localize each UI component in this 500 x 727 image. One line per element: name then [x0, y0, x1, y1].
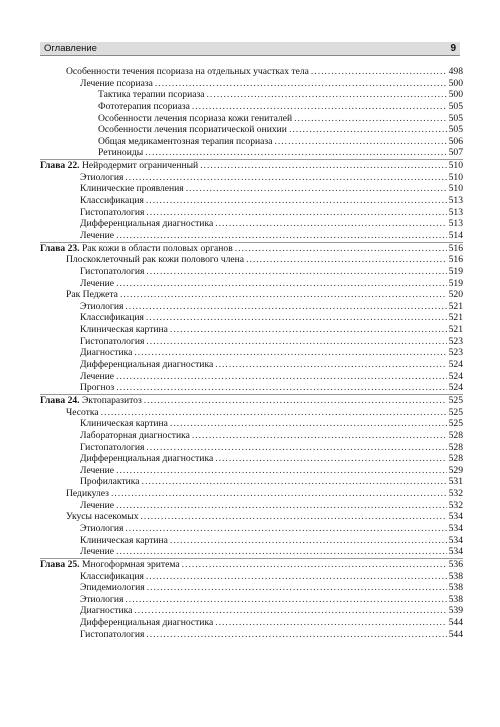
- toc-page-number: 500: [448, 77, 463, 89]
- toc-page-number: 539: [448, 605, 463, 617]
- toc-entry[interactable]: [40, 289, 463, 301]
- dot-leader: [116, 382, 446, 394]
- toc-entry[interactable]: [40, 254, 463, 266]
- toc-entry-title: Эпидемиология: [80, 582, 145, 594]
- toc-page-number: 528: [448, 441, 463, 453]
- toc-page-number: 524: [448, 370, 463, 382]
- dot-leader: [294, 113, 446, 125]
- toc-page-number: 534: [448, 522, 463, 534]
- toc-entry[interactable]: [40, 407, 463, 419]
- toc-entry[interactable]: [40, 582, 463, 594]
- toc-page-number: 521: [448, 324, 463, 336]
- dot-leader: [125, 301, 446, 313]
- toc-entry[interactable]: [40, 324, 463, 336]
- toc-entry-title: Прогноз: [80, 382, 115, 394]
- dot-leader: [146, 629, 446, 641]
- toc-entry-title: Гистопатология: [80, 335, 145, 347]
- toc-entry[interactable]: [40, 511, 463, 523]
- toc-entry[interactable]: [40, 78, 463, 90]
- toc-page-number: 538: [448, 570, 463, 582]
- toc-page-number: 538: [448, 593, 463, 605]
- dot-leader: [116, 278, 447, 290]
- dot-leader: [192, 101, 447, 113]
- toc-page-number: 525: [448, 406, 463, 418]
- toc-entry-title: Особенности лечения псориатической онихии: [98, 124, 287, 136]
- toc-entry-title: Гистопатология: [80, 265, 145, 277]
- toc-entry[interactable]: [40, 278, 463, 290]
- dot-leader: [111, 488, 447, 500]
- toc-page-number: 521: [448, 312, 463, 324]
- toc-entry-title: Укусы насекомых: [66, 511, 139, 523]
- toc-entry-title: Дифференциальная диагностика: [80, 617, 214, 629]
- toc-page-number: 544: [448, 628, 463, 640]
- dot-leader: [146, 442, 446, 454]
- dot-leader: [311, 66, 447, 78]
- dot-leader: [215, 359, 446, 371]
- dot-leader: [235, 243, 447, 255]
- toc-entry[interactable]: [40, 183, 463, 195]
- toc-page-number: 505: [448, 124, 463, 136]
- toc-entry[interactable]: [40, 301, 463, 313]
- dot-leader: [146, 336, 446, 348]
- toc-entry[interactable]: [40, 147, 463, 159]
- toc-page-number: 500: [448, 89, 463, 101]
- chapter-title: Рак кожи в области половых органов: [79, 242, 233, 254]
- toc-entry-title: Профилактика: [80, 476, 140, 488]
- chapter-number: Глава 23.: [40, 242, 80, 254]
- toc-entry[interactable]: [40, 207, 463, 219]
- toc-entry[interactable]: [40, 430, 463, 442]
- toc-entry-title: Лечение: [80, 546, 115, 558]
- toc-entry-title: Лечение: [80, 229, 115, 241]
- toc-entry-title: Лабораторная диагностика: [80, 429, 190, 441]
- toc-entry[interactable]: [40, 418, 463, 430]
- toc-page-number: 513: [448, 206, 463, 218]
- dot-leader: [116, 500, 447, 512]
- toc-page-number: 519: [448, 265, 463, 277]
- toc-entry[interactable]: [40, 336, 463, 348]
- toc-entry-title: Особенности течения псориаза на отдельных участках тела: [66, 66, 309, 77]
- toc-page-number: 523: [448, 335, 463, 347]
- dot-leader: [116, 230, 447, 242]
- toc-entry-title: Чесотка: [66, 406, 99, 418]
- toc-entry[interactable]: [40, 172, 463, 184]
- toc-entry-title: Ретиноиды: [98, 147, 144, 159]
- dot-leader: [182, 559, 447, 571]
- toc-page-number: 506: [448, 135, 463, 147]
- toc-entry[interactable]: [40, 218, 463, 230]
- toc-page-number: 529: [448, 464, 463, 476]
- dot-leader: [215, 218, 446, 230]
- toc-page-number: 520: [448, 289, 463, 301]
- running-header: [40, 42, 460, 56]
- toc-entry-title: Клинические проявления: [80, 183, 184, 195]
- toc-page-number: 510: [448, 183, 463, 195]
- dot-leader: [116, 465, 447, 477]
- toc-entry-title: Клиническая картина: [80, 418, 168, 430]
- dot-leader: [147, 582, 447, 594]
- toc-entry[interactable]: [40, 465, 463, 477]
- dot-leader: [116, 371, 447, 383]
- toc-entry[interactable]: [40, 546, 463, 558]
- toc-entry[interactable]: [40, 359, 463, 371]
- toc-entry-title: Классификация: [80, 312, 144, 324]
- toc-page-number: 528: [448, 453, 463, 465]
- dot-leader: [200, 160, 446, 172]
- toc-page-number: 525: [448, 418, 463, 430]
- toc-page-number: 505: [448, 112, 463, 124]
- toc-entry-title: Гистопатология: [80, 628, 145, 640]
- toc-entry[interactable]: [40, 617, 463, 629]
- toc-entry[interactable]: [40, 113, 463, 125]
- chapter-title: Многоформная эритема: [79, 558, 180, 570]
- toc-chapter-entry[interactable]: [40, 558, 463, 571]
- toc-page-number: 532: [448, 488, 463, 500]
- toc-page-number: 544: [448, 617, 463, 629]
- toc-entry[interactable]: [40, 605, 463, 617]
- chapter-number: Глава 24.: [40, 394, 80, 406]
- toc-entry[interactable]: [40, 312, 463, 324]
- toc-entry[interactable]: [40, 136, 463, 148]
- toc-page-number: 524: [448, 382, 463, 394]
- toc-entry[interactable]: [40, 488, 463, 500]
- toc-entry[interactable]: [40, 124, 463, 136]
- toc-entry-title: Лечение: [80, 277, 115, 289]
- toc-page-number: 516: [448, 254, 463, 266]
- dot-leader: [192, 430, 447, 442]
- table-of-contents: [40, 66, 463, 640]
- toc-entry-title: Лечение: [80, 370, 115, 382]
- toc-entry-title: Диагностика: [80, 347, 133, 359]
- dot-leader: [207, 89, 447, 101]
- toc-page-number: 516: [448, 242, 463, 254]
- toc-entry[interactable]: [40, 594, 463, 606]
- toc-entry[interactable]: [40, 66, 463, 78]
- toc-entry[interactable]: [40, 89, 463, 101]
- toc-entry-title: [40, 243, 233, 255]
- dot-leader: [146, 207, 446, 219]
- dot-leader: [170, 324, 447, 336]
- chapter-title: Нейродермит ограниченный: [79, 160, 199, 172]
- toc-page-number: 513: [448, 218, 463, 230]
- dot-leader: [125, 523, 446, 535]
- toc-page-number: 521: [448, 300, 463, 312]
- header-section-title: Оглавление: [44, 43, 97, 54]
- toc-page-number: 514: [448, 229, 463, 241]
- dot-leader: [215, 617, 446, 629]
- toc-entry-title: Общая медикаментозная терапия псориаза: [98, 135, 273, 147]
- toc-entry-title: Педикулез: [66, 488, 109, 500]
- toc-entry-title: Клиническая картина: [80, 534, 168, 546]
- toc-entry-title: Рак Педжета: [66, 289, 118, 301]
- toc-entry-title: [40, 559, 180, 571]
- dot-leader: [144, 395, 447, 407]
- toc-page-number: 510: [448, 171, 463, 183]
- dot-leader: [134, 347, 446, 359]
- toc-page-number: 507: [448, 147, 463, 159]
- toc-entry-title: Особенности лечения псориаза кожи гениталей: [98, 112, 293, 124]
- dot-leader: [155, 78, 447, 90]
- dot-leader: [274, 136, 446, 148]
- toc-page-number: 523: [448, 347, 463, 359]
- header-page-number: 9: [450, 43, 456, 54]
- toc-page-number: 536: [448, 558, 463, 570]
- toc-page-number: 534: [448, 511, 463, 523]
- dot-leader: [134, 605, 446, 617]
- toc-entry[interactable]: [40, 442, 463, 454]
- dot-leader: [141, 511, 447, 523]
- toc-entry-title: Лечение: [80, 499, 115, 511]
- dot-leader: [125, 172, 446, 184]
- toc-entry[interactable]: [40, 371, 463, 383]
- dot-leader: [170, 418, 447, 430]
- dot-leader: [146, 571, 447, 583]
- toc-entry-title: Этиология: [80, 522, 124, 534]
- toc-page-number: 534: [448, 546, 463, 558]
- toc-chapter-entry[interactable]: [40, 394, 463, 407]
- toc-entry-title: Классификация: [80, 570, 144, 582]
- toc-page-number: 505: [448, 100, 463, 112]
- toc-entry-title: Этиология: [80, 171, 124, 183]
- toc-entry[interactable]: [40, 101, 463, 113]
- toc-entry-title: Лечение псориаза: [80, 77, 153, 89]
- toc-entry[interactable]: [40, 629, 463, 641]
- dot-leader: [142, 476, 447, 488]
- toc-entry[interactable]: [40, 523, 463, 535]
- toc-page-number: 531: [448, 476, 463, 488]
- toc-page-number: 528: [448, 429, 463, 441]
- toc-entry[interactable]: [40, 347, 463, 359]
- toc-entry-title: [40, 160, 198, 172]
- dot-leader: [246, 254, 447, 266]
- toc-entry[interactable]: [40, 195, 463, 207]
- dot-leader: [116, 546, 447, 558]
- toc-entry[interactable]: [40, 453, 463, 465]
- toc-entry-title: Этиология: [80, 300, 124, 312]
- dot-leader: [145, 147, 446, 159]
- toc-entry-title: [40, 395, 142, 407]
- chapter-number: Глава 22.: [40, 160, 80, 172]
- toc-page-number: 519: [448, 277, 463, 289]
- toc-page-number: 532: [448, 499, 463, 511]
- dot-leader: [146, 195, 447, 207]
- toc-page-number: 524: [448, 359, 463, 371]
- toc-page-number: 525: [448, 394, 463, 406]
- toc-page-number: 498: [448, 66, 463, 77]
- toc-entry-title: Дифференциальная диагностика: [80, 218, 214, 230]
- toc-entry[interactable]: [40, 382, 463, 394]
- toc-entry-title: Дифференциальная диагностика: [80, 359, 214, 371]
- dot-leader: [186, 183, 447, 195]
- toc-entry-title: Этиология: [80, 593, 124, 605]
- dot-leader: [170, 535, 447, 547]
- toc-page-number: 513: [448, 195, 463, 207]
- toc-entry[interactable]: [40, 230, 463, 242]
- toc-entry-title: Фототерапия псориаза: [98, 100, 190, 112]
- chapter-number: Глава 25.: [40, 558, 80, 570]
- toc-entry-title: Гистопатология: [80, 441, 145, 453]
- toc-page-number: 510: [448, 160, 463, 172]
- chapter-title: Эктопаразитоз: [79, 394, 142, 406]
- toc-entry[interactable]: [40, 535, 463, 547]
- dot-leader: [125, 594, 446, 606]
- dot-leader: [289, 124, 447, 136]
- toc-chapter-entry[interactable]: [40, 242, 463, 255]
- toc-entry-title: Клиническая картина: [80, 324, 168, 336]
- toc-chapter-entry[interactable]: [40, 159, 463, 172]
- toc-entry[interactable]: [40, 266, 463, 278]
- toc-entry-title: Лечение: [80, 464, 115, 476]
- dot-leader: [101, 407, 447, 419]
- dot-leader: [146, 266, 446, 278]
- toc-entry[interactable]: [40, 571, 463, 583]
- toc-entry-title: Дифференциальная диагностика: [80, 453, 214, 465]
- toc-entry[interactable]: [40, 476, 463, 488]
- toc-entry-title: Тактика терапии псориаза: [98, 89, 205, 101]
- dot-leader: [146, 312, 447, 324]
- toc-entry-title: Гистопатология: [80, 206, 145, 218]
- toc-page-number: 538: [448, 582, 463, 594]
- toc-entry-title: Классификация: [80, 195, 144, 207]
- dot-leader: [215, 453, 446, 465]
- toc-entry[interactable]: [40, 500, 463, 512]
- dot-leader: [120, 289, 447, 301]
- toc-page-number: 534: [448, 534, 463, 546]
- toc-entry-title: Диагностика: [80, 605, 133, 617]
- toc-entry-title: Плоскоклеточный рак кожи полового члена: [66, 254, 245, 266]
